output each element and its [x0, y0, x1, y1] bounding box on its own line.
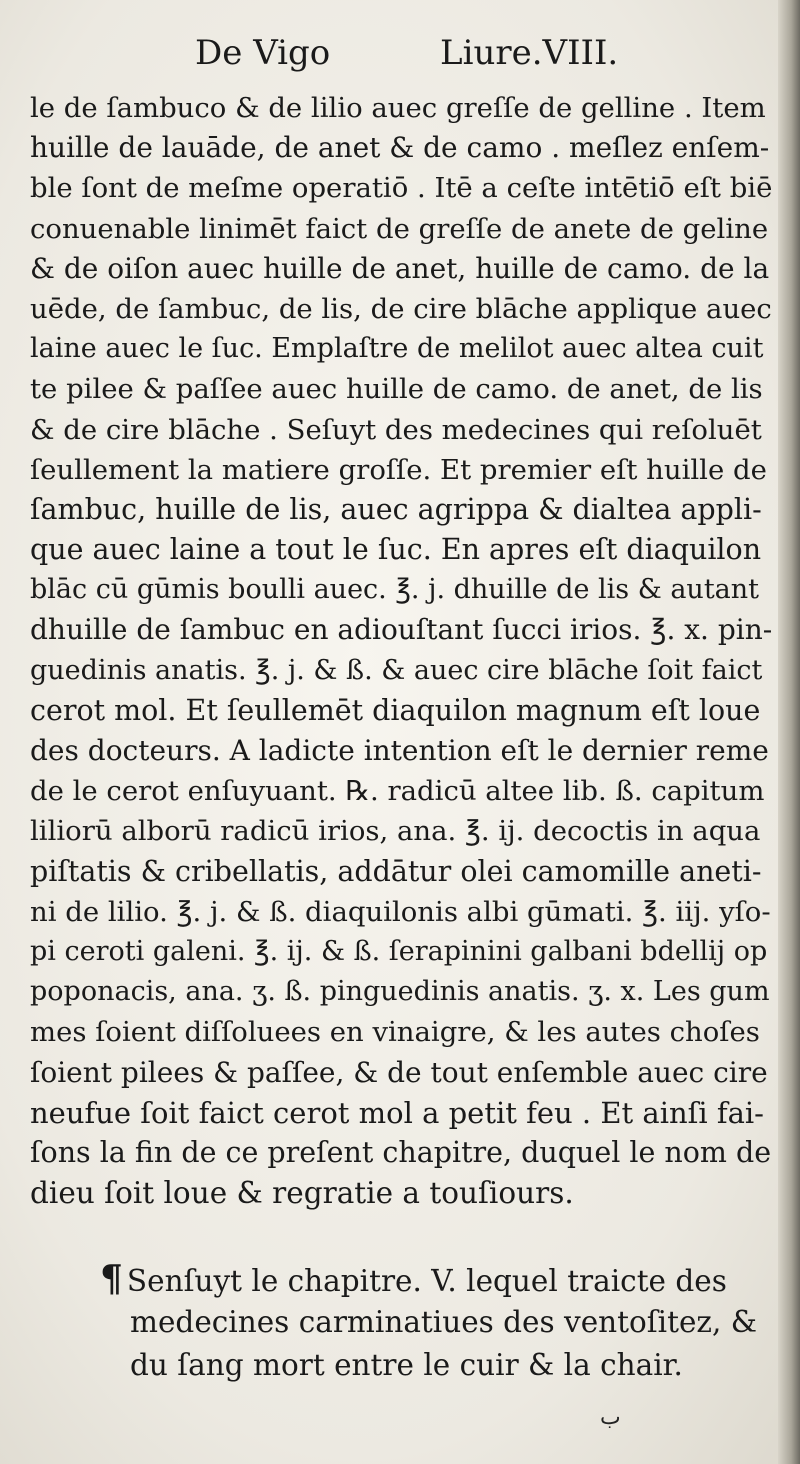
text-line: huille de lauāde, de anet & de camo . meſlez enſem- — [30, 131, 770, 165]
text-line: pi ceroti galeni. ℥. ij. & ß. ſerapinini galbani bdellij op — [30, 935, 768, 967]
text-line: mes ſoient diſſoluees en vinaigre, & les autes choſes — [30, 1016, 760, 1049]
text-line: laine auec le ſuc. Emplaſtre de melilot auec altea cuit — [30, 333, 764, 365]
text-line: ſambuc, huille de lis, auec agrippa & dialtea appli- — [30, 492, 762, 526]
text-line: ble ſont de meſme operatiō . Itē a ceſte intētiō eſt biē — [30, 172, 772, 205]
text-line: poponacis, ana. ʒ. ß. pinguedinis anatis. ʒ. x. Les gum — [30, 976, 770, 1008]
text-line: & de cire blāche . Seſuyt des medecines qui reſoluēt — [30, 413, 762, 446]
text-line: dhuille de ſambuc en adiouſtant ſucci irios. ℥. x. pin- — [30, 613, 772, 647]
text-line: ſoient pilees & paſſee, & de tout enſemble auec cire — [30, 1055, 768, 1089]
chapter-rubric — [100, 1258, 772, 1387]
text-line: uēde, de ſambuc, de lis, de cire blāche applique auec — [30, 292, 772, 325]
text-line: dieu ſoit loue & regratie a touſiours. — [30, 1176, 574, 1211]
text-line: te pilee & paſſee auec huille de camo. de anet, de lis — [30, 373, 763, 406]
rubric-line: medecines carminatiues des ventoſitez, & — [130, 1305, 757, 1339]
page-signature-mark: ب — [600, 1405, 621, 1430]
text-line: & de oiſon auec huille de anet, huille de camo. de la — [30, 251, 770, 285]
rubric-text: Senſuyt le chapitre. V. lequel traicte des — [126, 1264, 727, 1298]
text-line: liliorū alborū radicū irios, ana. ℥. ij. decoctis in aqua — [30, 815, 761, 848]
book-spine-shadow — [778, 0, 800, 1464]
text-line: piſtatis & cribellatis, addātur olei camomille aneti- — [30, 854, 762, 888]
text-line: de le cerot enſuyuant. ℞. radicū altee lib. ß. capitum — [30, 775, 765, 808]
text-line: des docteurs. A ladicte intention eſt le dernier reme — [30, 734, 769, 767]
text-line: ni de lilio. ℥. j. & ß. diaquilonis albi gūmati. ℥. iij. yſo- — [30, 895, 771, 928]
body-text — [30, 88, 772, 1213]
pilcrow-icon: ¶ — [100, 1258, 123, 1300]
header-title: De Vigo — [195, 33, 331, 73]
text-line: ſons la fin de ce preſent chapitre, duquel le nom de — [30, 1135, 772, 1169]
text-line: ſeullement la matiere groſſe. Et premier eſt huille de — [30, 453, 767, 486]
text-line: que auec laine a tout le ſuc. En apres eſt diaquilon — [30, 533, 762, 567]
running-header — [195, 30, 619, 76]
rubric-line: du ſang mort entre le cuir & la chair. — [130, 1348, 683, 1382]
text-line: guedinis anatis. ℥. j. & ß. & auec cire blāche ſoit faict — [30, 654, 763, 686]
header-book-number: Liure.VIII. — [440, 33, 619, 73]
text-line: conuenable linimēt faict de greſſe de anete de geline — [30, 212, 769, 245]
text-line: le de ſambuco & de lilio auec greſſe de gelline . Item — [30, 92, 766, 124]
text-line: neufue ſoit faict cerot mol a petit feu . Et ainſi fai- — [30, 1095, 764, 1130]
rubric-line — [100, 1258, 772, 1301]
text-line: cerot mol. Et ſeullemēt diaquilon magnum eſt loue — [30, 693, 761, 727]
text-line: blāc cū gūmis boulli auec. ℥. j. dhuille de lis & autant — [30, 574, 759, 606]
